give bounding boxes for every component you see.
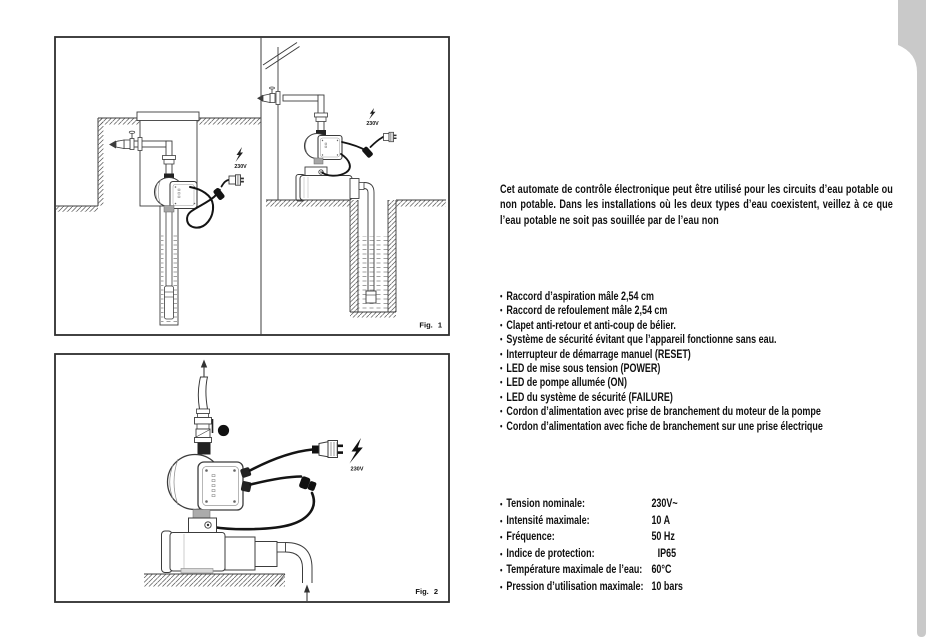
cable-connector (213, 187, 226, 201)
tap-fitting (257, 87, 280, 105)
suction-pipe (166, 208, 172, 286)
voltage-label: 230V (350, 466, 364, 473)
controller-panel (170, 182, 197, 209)
fig1-left-pit-installation (56, 112, 261, 325)
spec-value: IP65 (657, 547, 677, 560)
union-nut (195, 418, 212, 425)
spec-label: • Fréquence: (506, 531, 555, 544)
figure-2-caption: Fig. 2 (415, 587, 438, 596)
spec-label: • Indice de protection: (506, 547, 595, 560)
spec-list (500, 496, 828, 596)
pump-controller (305, 130, 343, 164)
pipe-union (163, 156, 176, 160)
pit-lid (137, 112, 199, 121)
lightning-bolt-icon (350, 438, 363, 464)
callout-number: 1 (221, 428, 226, 436)
foot-valve (366, 291, 376, 303)
spec-label: • Pression d’utilisation maximale: (506, 580, 644, 593)
power-cord (250, 441, 343, 471)
spec-row (500, 529, 828, 546)
spec-row (500, 562, 828, 579)
power-plug-icon (384, 132, 397, 141)
feature-item: • Raccord de refoulement mâle 2,54 cm (500, 304, 937, 318)
spec-value: 10 bars (651, 580, 683, 593)
feature-item: • Système de sécurité évitant que l’appareil fonctionne sans eau. (500, 333, 937, 347)
voltage-label: 230V (234, 164, 247, 170)
intro-paragraph: Cet automate de contrôle électronique peut être utilisé pour les circuits d’eau potable ou non potable. Dans les installations où les deux types d’eau coexistent, veillez à ce que l’eau potable ne soit pas souillée par de l’eau non (500, 182, 893, 227)
fig1-right-surface-installation (257, 43, 446, 330)
figure-2 (54, 353, 450, 603)
spec-label: • Tension nominale: (506, 498, 585, 510)
feature-item: • Cordon d’alimentation avec fiche de branchement sur une prise électrique (500, 420, 937, 434)
pump-controller (168, 455, 252, 521)
led-power (212, 475, 215, 477)
figure-1-drawing (54, 36, 450, 336)
cable-connector (298, 476, 317, 493)
spec-value: 10 A (651, 514, 671, 527)
feature-item: • Raccord d’aspiration mâle 2,54 cm (500, 290, 937, 304)
outlet-hose (195, 360, 213, 455)
tap-fitting (109, 131, 135, 149)
spec-value: 60°C (651, 564, 672, 577)
pump-head (225, 537, 255, 570)
terminal-box (189, 518, 217, 533)
figure-1 (54, 36, 450, 336)
feature-item: • LED de pompe allumée (ON) (500, 376, 937, 390)
surface-pump (296, 167, 364, 201)
figure-1-caption: Fig. 1 (419, 320, 442, 330)
discharge-pipe (283, 95, 320, 101)
flow-arrow-up-icon (201, 360, 207, 368)
figure-2-drawing (54, 353, 450, 603)
feature-item: • LED de mise sous tension (POWER) (500, 362, 937, 376)
feature-item: • LED du système de sécurité (FAILURE) (500, 391, 937, 405)
lightning-bolt-icon (236, 147, 244, 162)
spec-label: • Intensité maximale: (506, 514, 590, 527)
led-on (212, 480, 215, 482)
spec-value: 230V~ (651, 498, 678, 510)
page-edge-tab (890, 0, 950, 640)
feature-item: • Interrupteur de démarrage manuel (RESET) (500, 348, 937, 362)
controller-panel (198, 462, 243, 510)
flow-arrow-up-icon (304, 585, 310, 593)
spec-row (500, 496, 828, 513)
spec-value: 50 Hz (651, 531, 675, 544)
pump-motor (162, 518, 286, 573)
roof-line (263, 43, 297, 66)
power-plug-icon (229, 175, 244, 185)
feature-item: • Clapet anti-retour et anti-coup de bélier. (500, 319, 937, 333)
feature-item: • Cordon d’alimentation avec prise de branchement du moteur de la pompe (500, 405, 937, 419)
spec-row (500, 513, 828, 530)
foot-valve (165, 286, 174, 319)
spec-row (500, 546, 828, 563)
power-plug-icon (312, 441, 343, 458)
callout-1-badge (218, 425, 229, 436)
feature-list (500, 290, 937, 434)
spec-row (500, 579, 828, 596)
led-failure (212, 485, 215, 487)
lightning-bolt-icon (369, 108, 376, 120)
voltage-label: 230V (366, 121, 379, 127)
inlet-pipe (286, 543, 313, 602)
ground-hatch (144, 575, 285, 587)
spec-label: • Température maximale de l’eau: (506, 564, 643, 577)
